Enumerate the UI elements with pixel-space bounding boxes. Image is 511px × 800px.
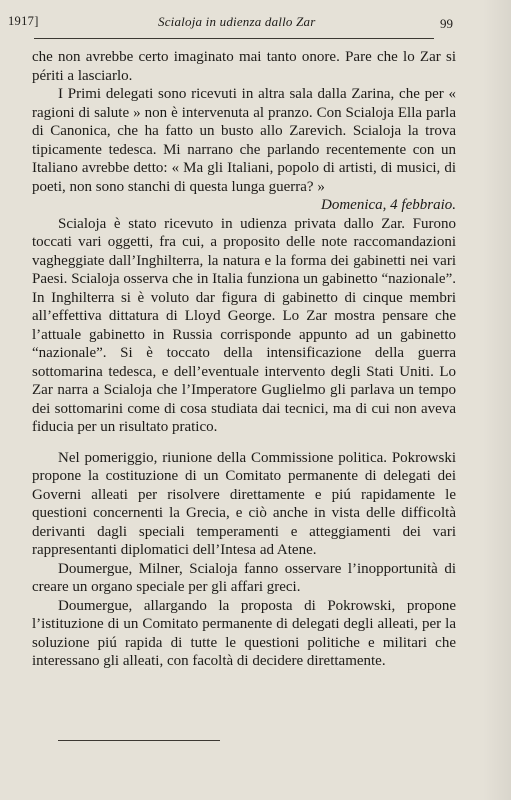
running-header <box>8 14 453 38</box>
header-title: Scialoja in udienza dallo Zar <box>158 14 316 29</box>
header-year: 1917] <box>8 14 39 28</box>
page-edge-shadow <box>483 0 511 800</box>
date-line: Domenica, 4 febbraio. <box>321 197 456 213</box>
header-rule <box>34 38 434 39</box>
paragraph-4: Nel pomeriggio, riunione della Commissione politica. Pokrowski propone la costituzione di un Comitato permanente di delegati dei Governi alleati per risolvere direttamente e piú rapidamente le questioni concernenti la Grecia, e ciò anche in vista delle difficoltà derivanti dagli speciali temperamenti e atteggiamenti dei vari rappresentanti diplomatici dell’Intesa ad Atene. <box>32 449 456 558</box>
paragraph-3: Scialoja è stato ricevuto in udienza privata dallo Zar. Furono toccati vari oggetti, fra cui, a proposito delle note raccomandazioni vagheggiate dall’Inghilterra, la natura e la forma dei gabinetti nei vari Paesi. Scialoja osserva che in Italia funziona un gabinetto “nazionale”. In Inghilterra si è voluto dar figura di gabinetto di cinque membri all’effettiva dittatura di Lloyd George. Lo Zar mostra pensare che l’attuale gabinetto in Russia corrisponde appunto ad un gabinetto “nazionale”. Si è toccato della intensificazione della guerra sottomarina tedesca, e dell’eventuale intervento degli Stati Uniti. Lo Zar narra a Scialoja che l’Imperatore Guglielmo gli parlava un tempo dei sottomarini come di cosa studiata dai tecnici, ma di cui non aveva fiducia per un risultato pratico. <box>32 215 456 435</box>
bottom-rule <box>58 740 220 741</box>
paragraph-1: che non avrebbe certo imaginato mai tanto onore. Pare che lo Zar si périti a lasciarlo. <box>32 49 456 84</box>
paragraph-5: Doumergue, Milner, Scialoja fanno osservare l’inopportunità di creare un organo speciale per gli affari greci. <box>32 560 456 595</box>
section-gap <box>32 437 456 449</box>
page-body <box>32 48 456 671</box>
paragraph-6: Doumergue, allargando la proposta di Pokrowski, propone l’istituzione di un Comitato permanente di delegati degli alleati, per la soluzione piú rapida di tutte le questioni politiche e militari che interessano gli alleati, con facoltà di decidere direttamente. <box>32 597 456 669</box>
paragraph-2: I Primi delegati sono ricevuti in altra sala dalla Zarina, che per « ragioni di salute » non è intervenuta al pranzo. Con Scialoja Ella parla di Canonica, che ha fatto un busto allo Zarevich. Scialoja la trova tipicamente tedesca. Mi narrano che parlando recentemente con un Italiano avrebbe detto: « Ma gli Italiani, popolo di artisti, di musici, di poeti, non sono stanchi di questa lunga guerra? » <box>32 86 456 195</box>
page-number: 99 <box>440 16 453 31</box>
